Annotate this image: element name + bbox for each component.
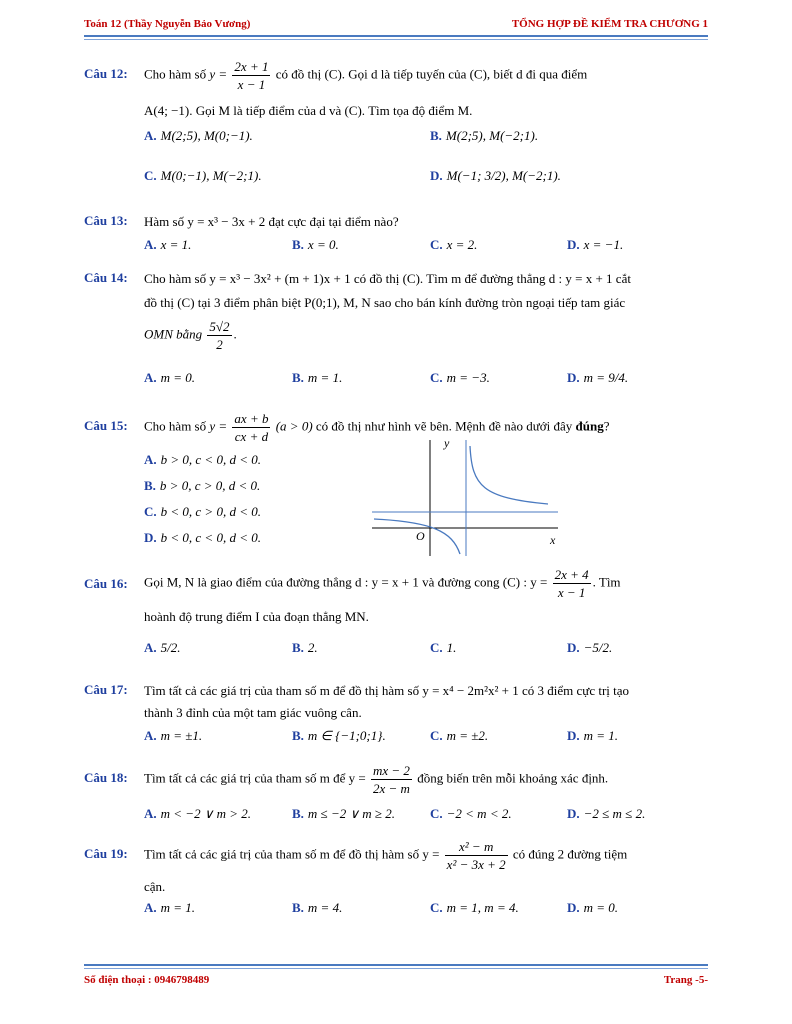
header-rule-thin	[84, 39, 708, 40]
q17-text2: thành 3 đỉnh của một tam giác vuông cân.	[144, 705, 362, 720]
q12-text3: A(4; −1). Gọi M là tiếp điểm của d và (C). Tìm tọa độ điểm M.	[144, 103, 473, 118]
option-d[interactable]: D. M(−1; 3/2), M(−2;1).	[430, 168, 561, 183]
curve-right-branch	[470, 446, 548, 504]
question-label: Câu 17:	[84, 682, 128, 697]
option-a[interactable]: A. x = 1.	[144, 237, 192, 252]
question-18	[84, 762, 708, 828]
option-d[interactable]: D. −5/2.	[567, 640, 613, 655]
option-d[interactable]: D. m = 1.	[567, 728, 619, 743]
q14-fraction: $\frac{5√2}{2}$	[209, 319, 230, 352]
option-a[interactable]: A. b > 0, c < 0, d < 0.	[144, 452, 261, 467]
y-axis-label: y	[444, 436, 450, 450]
question-label: Câu 16:	[84, 576, 128, 591]
option-b[interactable]: B. m ≤ −2 ∨ m ≥ 2.	[292, 806, 396, 821]
option-d[interactable]: D. −2 ≤ m ≤ 2.	[567, 806, 646, 821]
option-b[interactable]: B. m = 4.	[292, 900, 343, 915]
header-left: Toán 12 (Thầy Nguyễn Bảo Vương)	[84, 18, 251, 30]
option-c[interactable]: C. 1.	[430, 640, 457, 655]
option-d[interactable]: D. b < 0, c < 0, d < 0.	[144, 530, 261, 545]
q15-graph	[372, 436, 562, 556]
option-b[interactable]: B. m ∈ {−1;0;1}.	[292, 728, 386, 743]
header-right: TỔNG HỢP ĐỀ KIỂM TRA CHƯƠNG 1	[511, 18, 708, 30]
option-d[interactable]: D. m = 9/4.	[567, 370, 629, 385]
option-a[interactable]: A. m = ±1.	[144, 728, 203, 743]
question-label: Câu 18:	[84, 770, 128, 785]
question-19	[84, 838, 708, 928]
q16-fraction: $\frac{2x + 4}{x - 1}$	[554, 567, 589, 600]
option-d[interactable]: D. m = 0.	[567, 900, 619, 915]
option-a[interactable]: A. m = 1.	[144, 900, 196, 915]
question-text: Cho hàm số y = $\frac{ax + b}{cx + d}$ (a > 0) có đồ thị như hình vẽ bên. Mệnh đề nào dưới đây đúng?	[144, 411, 610, 444]
option-b[interactable]: B. 2.	[292, 640, 318, 655]
question-label: Câu 15:	[84, 418, 128, 433]
option-c[interactable]: C. x = 2.	[430, 237, 478, 252]
option-c[interactable]: C. m = 1, m = 4.	[430, 900, 519, 915]
q19-fraction: $\frac{\text{x² − m}}{\text{x² − 3x + 2}}$	[446, 839, 506, 872]
question-17	[84, 682, 708, 752]
header-rule	[84, 35, 708, 37]
question-label: Câu 12:	[84, 66, 128, 81]
q16-text3: hoành độ trung điểm I của đoạn thẳng MN.	[144, 609, 369, 624]
q12-fraction: $\frac{2x + 1}{x - 1}$	[234, 59, 269, 92]
question-text: Tìm tất cả các giá trị của tham số m để đồ thị hàm số y = $\frac{\text{x² − m}}{\text{x² − 3x + 2}}$ có đúng 2 đường tiệm	[144, 839, 628, 872]
question-14	[84, 270, 708, 395]
footer-rule	[84, 964, 708, 966]
option-b[interactable]: B. m = 1.	[292, 370, 343, 385]
option-c[interactable]: C. M(0;−1), M(−2;1).	[144, 168, 262, 183]
x-axis-label: x	[550, 533, 556, 547]
q14-text2: đồ thị (C) tại 3 điểm phân biệt P(0;1), M, N sao cho bán kính đường tròn ngoại tiếp tam giác	[144, 295, 626, 310]
q17-text1: Tìm tất cả các giá trị của tham số m để đồ thị hàm số y = x⁴ − 2m²x² + 1 có 3 điểm cực trị tạo	[144, 683, 630, 698]
question-label: Câu 14:	[84, 270, 128, 285]
option-a[interactable]: A. m < −2 ∨ m > 2.	[144, 806, 251, 821]
question-text: Cho hàm số y = $\frac{2x + 1}{x - 1}$ có đồ thị (C). Gọi d là tiếp tuyến của (C), biết d đi qua điểm	[144, 59, 588, 92]
footer-rule-thin	[84, 968, 708, 969]
question-13	[84, 213, 708, 257]
option-b[interactable]: B. x = 0.	[292, 237, 339, 252]
option-c[interactable]: C. m = ±2.	[430, 728, 489, 743]
origin-label: O	[416, 529, 425, 543]
q14-text3: OMN bằng $\frac{5√2}{2}$ .	[144, 319, 237, 352]
footer-phone: Số điện thoại : 0946798489	[84, 974, 210, 986]
question-text: Hàm số y = x³ − 3x + 2 đạt cực đại tại điểm nào?	[144, 214, 399, 229]
option-c[interactable]: C. m = −3.	[430, 370, 490, 385]
option-b[interactable]: B. b > 0, c > 0, d < 0.	[144, 478, 261, 493]
option-a[interactable]: A. m = 0.	[144, 370, 196, 385]
option-a[interactable]: A. M(2;5), M(0;−1).	[144, 128, 253, 143]
option-a[interactable]: A. 5/2.	[144, 640, 181, 655]
question-text: Gọi M, N là giao điểm của đường thẳng d : y = x + 1 và đường cong (C) : y = $\frac{2x + 4}{x - 1}$ . Tìm	[144, 567, 621, 600]
option-c[interactable]: C. b < 0, c > 0, d < 0.	[144, 504, 261, 519]
option-c[interactable]: C. −2 < m < 2.	[430, 806, 512, 821]
question-label: Câu 19:	[84, 846, 128, 861]
page-number: Trang -5-	[663, 974, 708, 986]
question-text: Tìm tất cả các giá trị của tham số m để y = $\frac{mx - 2}{2x - m}$ đồng biến trên mỗi khoảng xác định.	[144, 763, 609, 796]
question-label: Câu 13:	[84, 213, 128, 228]
option-d[interactable]: D. x = −1.	[567, 237, 624, 252]
question-12	[84, 58, 708, 198]
q18-fraction: $\frac{mx - 2}{2x - m}$	[373, 763, 410, 796]
q12-text1: Cho hàm số	[144, 66, 207, 82]
q14-text1: Cho hàm số y = x³ − 3x² + (m + 1)x + 1 có đồ thị (C). Tìm m để đường thẳng d : y = x + 1 cắt	[144, 271, 631, 286]
question-16	[84, 566, 708, 676]
option-b[interactable]: B. M(2;5), M(−2;1).	[430, 128, 539, 143]
q19-text3: cận.	[144, 879, 166, 894]
q12-text2: có đồ thị (C). Gọi d là tiếp tuyến của (C), biết d đi qua điểm	[275, 66, 588, 82]
q15-fraction: $\frac{ax + b}{cx + d}$	[234, 411, 269, 444]
